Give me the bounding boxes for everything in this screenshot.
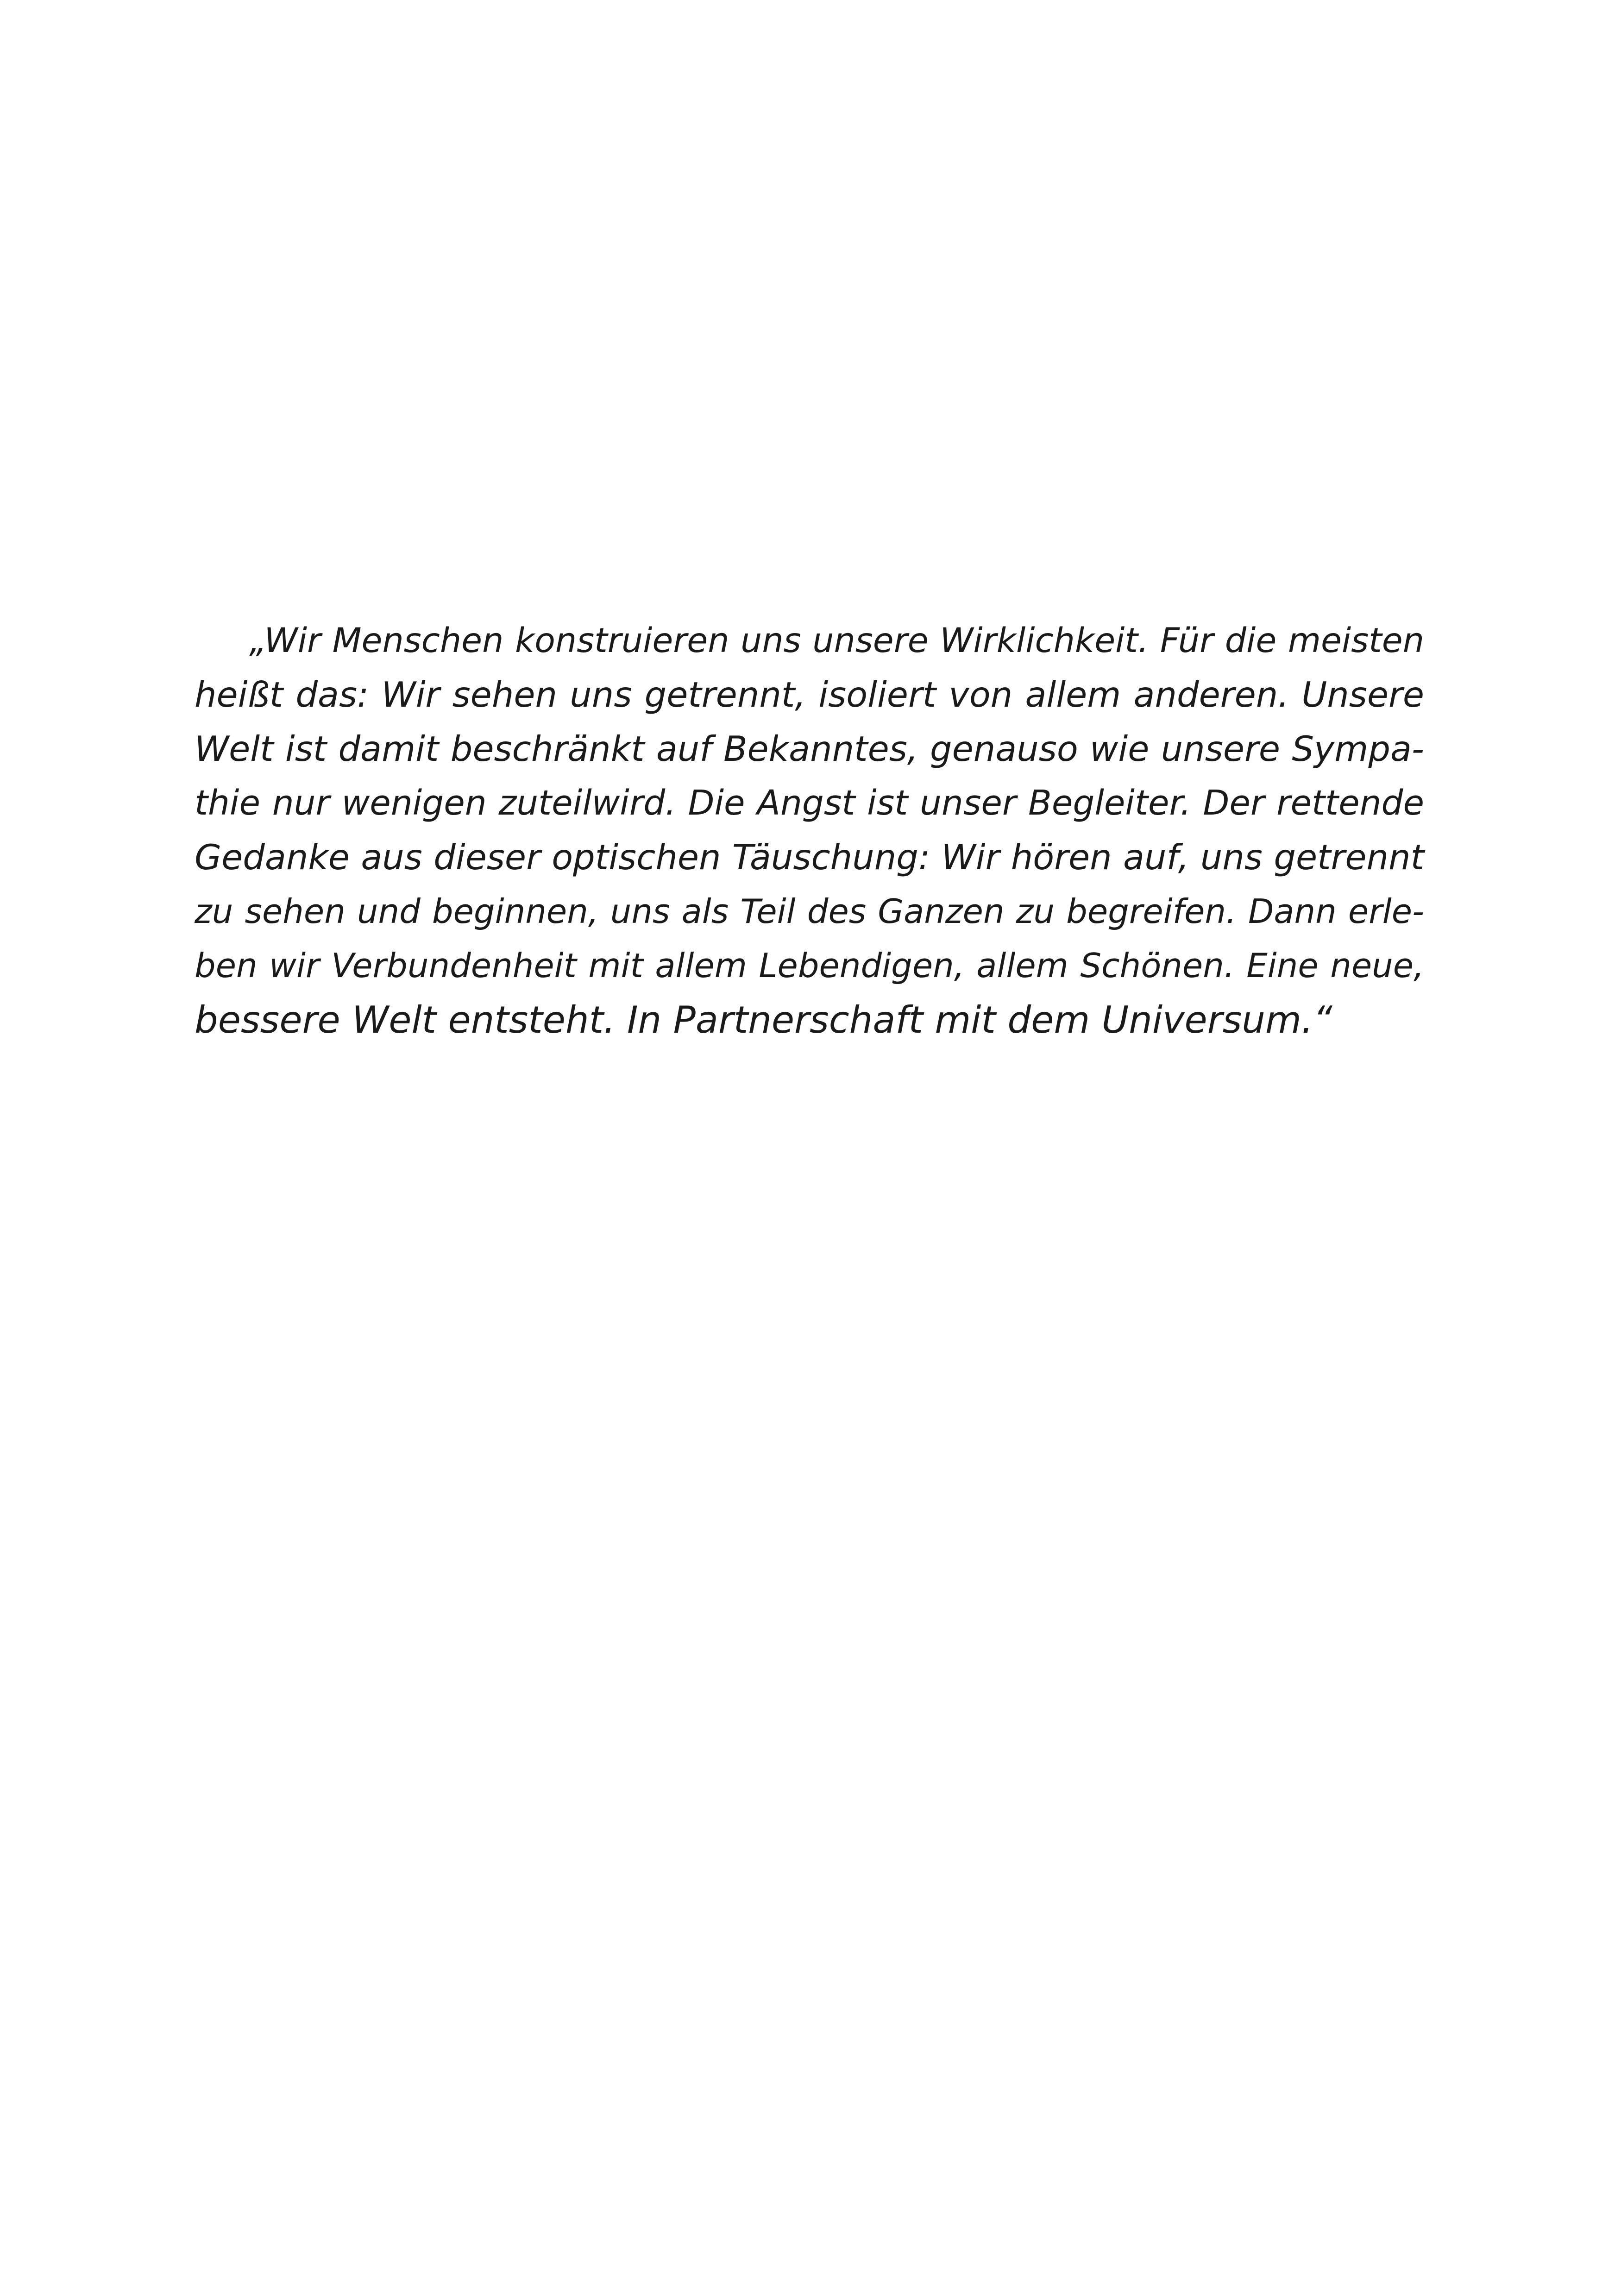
quote-line: thie nur wenigen zuteilwird. Die Angst ist unser Begleiter. Der rettende [195,783,1424,823]
quote-line: ben wir Verbundenheit mit allem Lebendigen, allem Schönen. Eine neue, [195,946,1424,985]
quote-line: zu sehen und beginnen, uns als Teil des Ganzen zu begreifen. Dann erle- [195,892,1424,931]
quote-line: Welt ist damit beschränkt auf Bekanntes, genauso wie unsere Sympa- [195,728,1424,769]
quote-paragraph [195,614,1424,1047]
quote-line: „Wir Menschen konstruieren uns unsere Wirklichkeit. Für die meisten [249,621,1424,660]
quote-line: Gedanke aus dieser optischen Täuschung: Wir hören auf, uns getrennt [195,837,1424,878]
quote-line: bessere Welt entsteht. In Partnerschaft mit dem Universum.“ [195,998,1332,1041]
quote-line: heißt das: Wir sehen uns getrennt, isoliert von allem anderen. Unsere [195,674,1424,715]
